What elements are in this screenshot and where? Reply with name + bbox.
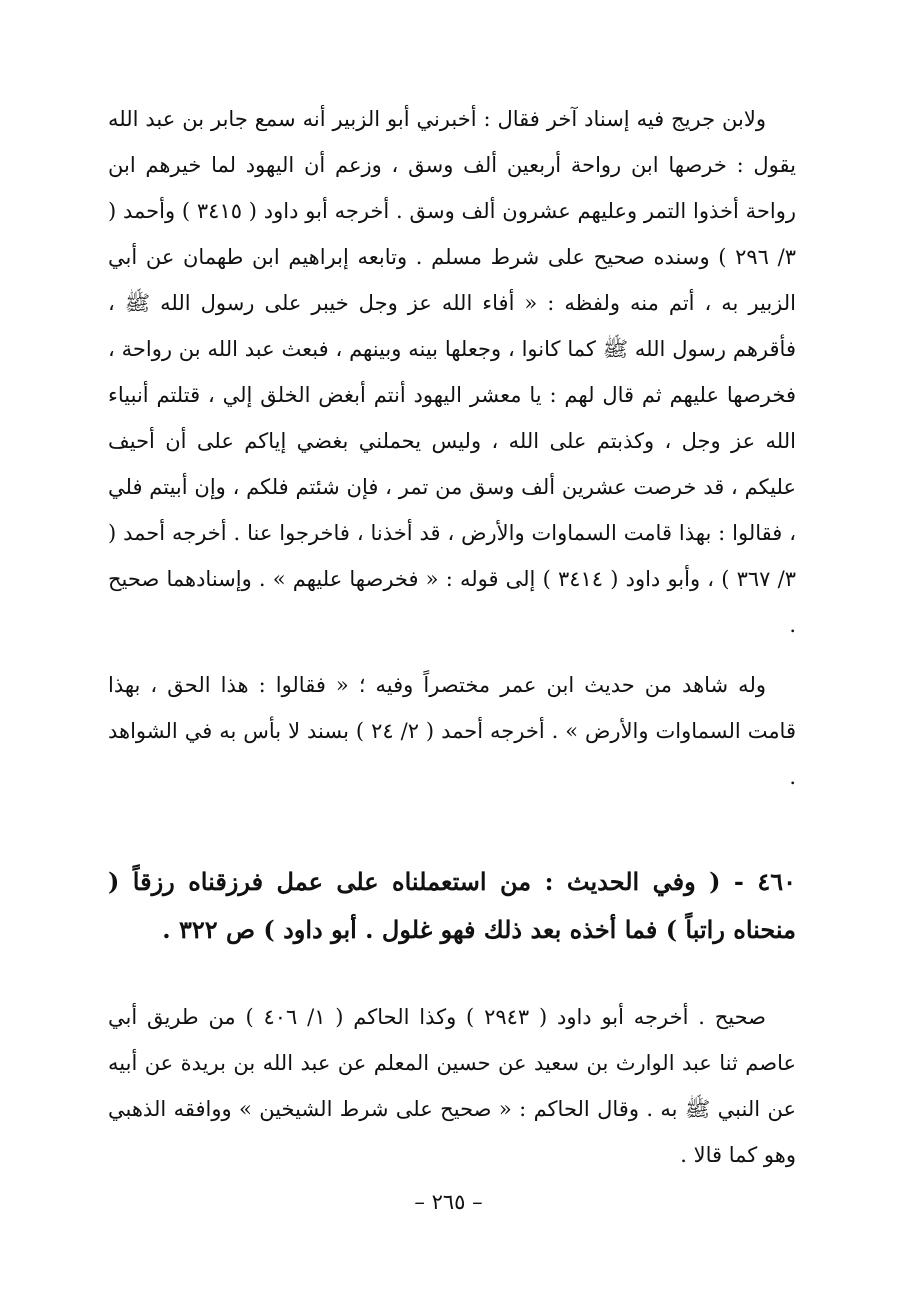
page-body bbox=[108, 96, 796, 1216]
paragraph-jabir-narration: ولابن جريج فيه إسناد آخر فقال : أخبرني أبو الزبير أنه سمع جابر بن عبد الله يقول : خرصها ابن رواحة أربعين ألف وسق ، وزعم أن اليهود لما خيرهم ابن رواحة أخذوا التمر وعليهم عشرون ألف وسق . أخرجه أبو داود ( ٣٤١٥ ) وأحمد ( ٣/ ٢٩٦ ) وسنده صحيح على شرط مسلم . وتابعه إبراهيم ابن طهمان عن أبي الزبير به ، أتم منه ولفظه : « أفاء الله عز وجل خيبر على رسول الله ﷺ ، فأقرهم رسول الله ﷺ كما كانوا ، وجعلها بينه وبينهم ، فبعث عبد الله بن رواحة ، فخرصها عليهم ثم قال لهم : يا معشر اليهود أنتم أبغض الخلق إلي ، قتلتم أنبياء الله عز وجل ، وكذبتم على الله ، وليس يحملني بغضي إياكم على أن أحيف عليكم ، قد خرصت عشرين ألف وسق من تمر ، فإن شئتم فلكم ، وإن أبيتم فلي ، فقالوا : بهذا قامت السماوات والأرض ، قد أخذنا ، فاخرجوا عنا . أخرجه أحمد ( ٣/ ٣٦٧ ) ، وأبو داود ( ٣٤١٤ ) إلى قوله : « فخرصها عليهم » . وإسنادهما صحيح . bbox=[108, 107, 796, 637]
paragraph-hadith-460-grading: صحيح . أخرجه أبو داود ( ٢٩٤٣ ) وكذا الحاكم ( ١/ ٤٠٦ ) من طريق أبي عاصم ثنا عبد الوارث بن سعيد عن حسين المعلم عن عبد الله بن بريدة عن أبيه عن النبي ﷺ به . وقال الحاكم : « صحيح على شرط الشيخين » ووافقه الذهبي وهو كما قالا . bbox=[108, 1005, 796, 1167]
page-number: – ٢٦٥ – bbox=[414, 1190, 483, 1214]
hadith-460-heading: ٤٦٠ - ( وفي الحديث : من استعملناه على عمل فرزقناه رزقاً ( منحناه راتباً ) فما أخذه بعد ذلك فهو غلول . أبو داود ) ص ٣٢٢ . bbox=[108, 867, 796, 944]
paragraph-ibn-umar-witness: وله شاهد من حديث ابن عمر مختصراً وفيه ؛ « فقالوا : هذا الحق ، بهذا قامت السماوات والأرض » . أخرجه أحمد ( ٢/ ٢٤ ) بسند لا بأس به في الشواهد . bbox=[108, 673, 796, 789]
